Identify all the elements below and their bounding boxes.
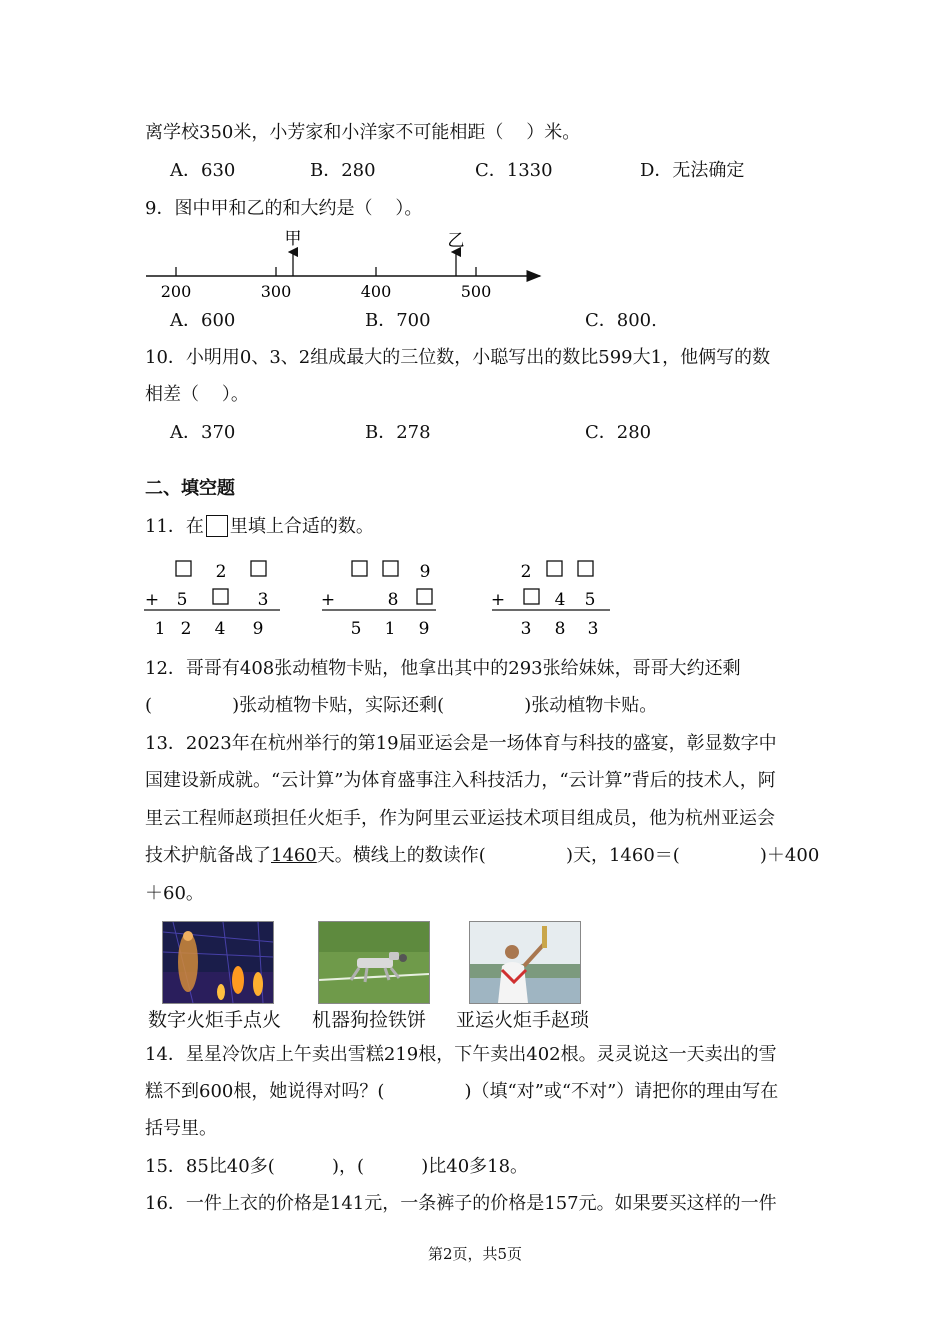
photo-robot-dog bbox=[318, 921, 430, 1004]
blank-box bbox=[383, 561, 398, 576]
q13-line4-b: 天。横线上的数读作( )天，1460＝( )＋400 bbox=[316, 845, 820, 866]
caption-digital-torchbearer: 数字火炬手点火 bbox=[148, 1009, 282, 1031]
mark-jia-label: 甲 bbox=[284, 229, 302, 249]
q8-option-a[interactable]: A．630 bbox=[170, 160, 236, 181]
photo-digital-torchbearer bbox=[162, 921, 274, 1004]
q8-option-c[interactable]: C．1330 bbox=[475, 160, 553, 181]
q14-line1: 14．星星冷饮店上午卖出雪糕219根，下午卖出402根。灵灵说这一天卖出的雪 bbox=[145, 1044, 777, 1065]
blank-box bbox=[578, 561, 593, 576]
q14-line2: 糕不到600根，她说得对吗？( )（填“对”或“不对”）请把你的理由写在 bbox=[145, 1081, 779, 1102]
blank-box bbox=[213, 589, 228, 604]
blank-box bbox=[524, 589, 539, 604]
p1-result-digit: 1 bbox=[154, 619, 166, 639]
p3-result-digit: 3 bbox=[520, 619, 532, 639]
blank-box bbox=[176, 561, 191, 576]
q10-option-b[interactable]: B．278 bbox=[365, 422, 431, 443]
tick-label-500: 500 bbox=[460, 282, 492, 301]
q11-stem-a: 11．在 bbox=[145, 516, 204, 537]
q11-addition-problems bbox=[140, 555, 620, 645]
p1-mid-digit: 5 bbox=[176, 590, 188, 610]
q9-option-b[interactable]: B．700 bbox=[365, 310, 431, 331]
q13-line3: 里云工程师赵琐担任火炬手，作为阿里云亚运技术项目组成员，他为杭州亚运会 bbox=[145, 808, 775, 829]
p3-mid-digit: 4 bbox=[554, 590, 566, 610]
p1-mid-digit: 3 bbox=[257, 590, 269, 610]
q14-line3: 括号里。 bbox=[145, 1118, 217, 1139]
q13-line4 bbox=[145, 845, 819, 867]
section-title-fill-in: 二、填空题 bbox=[145, 478, 235, 499]
p2-result-digit: 9 bbox=[418, 619, 430, 639]
blank-box bbox=[352, 561, 367, 576]
q11-stem-b: 里填上合适的数。 bbox=[229, 516, 374, 537]
page-number-footer: 第2页，共5页 bbox=[427, 1245, 523, 1263]
blank-box bbox=[547, 561, 562, 576]
p3-result-digit: 3 bbox=[587, 619, 599, 639]
q9-option-c[interactable]: C．800. bbox=[585, 310, 657, 331]
q10-option-c[interactable]: C．280 bbox=[585, 422, 652, 443]
q12-line1: 12．哥哥有408张动植物卡贴，他拿出其中的293张给妹妹，哥哥大约还剩 bbox=[145, 658, 741, 679]
q11-stem bbox=[145, 515, 374, 538]
q9-stem: 9．图中甲和乙的和大约是（ ）。 bbox=[145, 198, 423, 219]
q12-line2: ( )张动植物卡贴，实际还剩( )张动植物卡贴。 bbox=[145, 695, 658, 716]
tick-label-400: 400 bbox=[360, 282, 392, 301]
q10-option-a[interactable]: A．370 bbox=[170, 422, 236, 443]
plus-sign: + bbox=[320, 590, 336, 610]
q13-line5: ＋60。 bbox=[145, 883, 204, 904]
q13-line2: 国建设新成就。“云计算”为体育盛事注入科技活力，“云计算”背后的技术人，阿 bbox=[145, 770, 776, 791]
q16-line1: 16．一件上衣的价格是141元，一条裤子的价格是157元。如果要买这样的一件 bbox=[145, 1193, 777, 1214]
q8-option-d[interactable]: D．无法确定 bbox=[640, 160, 745, 181]
q13-line1: 13．2023年在杭州举行的第19届亚运会是一场体育与科技的盛宴，彰显数字中 bbox=[145, 733, 777, 754]
p1-result-digit: 9 bbox=[252, 619, 264, 639]
p3-result-digit: 8 bbox=[554, 619, 566, 639]
p2-top-digit: 9 bbox=[419, 562, 431, 582]
p3-mid-digit: 5 bbox=[584, 590, 596, 610]
caption-robot-dog: 机器狗捡铁饼 bbox=[312, 1009, 427, 1031]
blank-box bbox=[251, 561, 266, 576]
tick-label-300: 300 bbox=[260, 282, 292, 301]
p1-top-digit: 2 bbox=[215, 562, 227, 582]
photo-torchbearer-zhao bbox=[469, 921, 581, 1004]
p3-top-digit: 2 bbox=[520, 562, 532, 582]
p2-mid-digit: 8 bbox=[387, 590, 399, 610]
plus-sign: + bbox=[490, 590, 506, 610]
mark-yi-label: 乙 bbox=[447, 231, 465, 251]
number-line-diagram bbox=[140, 224, 550, 306]
q9-option-a[interactable]: A．600 bbox=[170, 310, 236, 331]
plus-sign: + bbox=[144, 590, 160, 610]
caption-torchbearer-zhao: 亚运火炬手赵琐 bbox=[456, 1009, 590, 1031]
empty-box-icon bbox=[206, 515, 228, 537]
q8-stem-end: 离学校350米，小芳家和小洋家不可能相距（ ）米。 bbox=[145, 122, 581, 143]
q10-stem-line1: 10．小明用0、3、2组成最大的三位数，小聪写出的数比599大1，他俩写的数 bbox=[145, 347, 771, 368]
tick-label-200: 200 bbox=[160, 282, 192, 301]
q15-line1: 15．85比40多( )，( )比40多18。 bbox=[145, 1156, 529, 1177]
q13-underlined-number: 1460 bbox=[271, 845, 317, 866]
p1-result-digit: 2 bbox=[180, 619, 192, 639]
q10-stem-line2: 相差（ ）。 bbox=[145, 384, 249, 405]
q13-line4-a: 技术护航备战了 bbox=[145, 845, 271, 866]
blank-box bbox=[417, 589, 432, 604]
q8-option-b[interactable]: B．280 bbox=[310, 160, 376, 181]
p2-result-digit: 5 bbox=[350, 619, 362, 639]
p2-result-digit: 1 bbox=[384, 619, 396, 639]
p1-result-digit: 4 bbox=[214, 619, 226, 639]
